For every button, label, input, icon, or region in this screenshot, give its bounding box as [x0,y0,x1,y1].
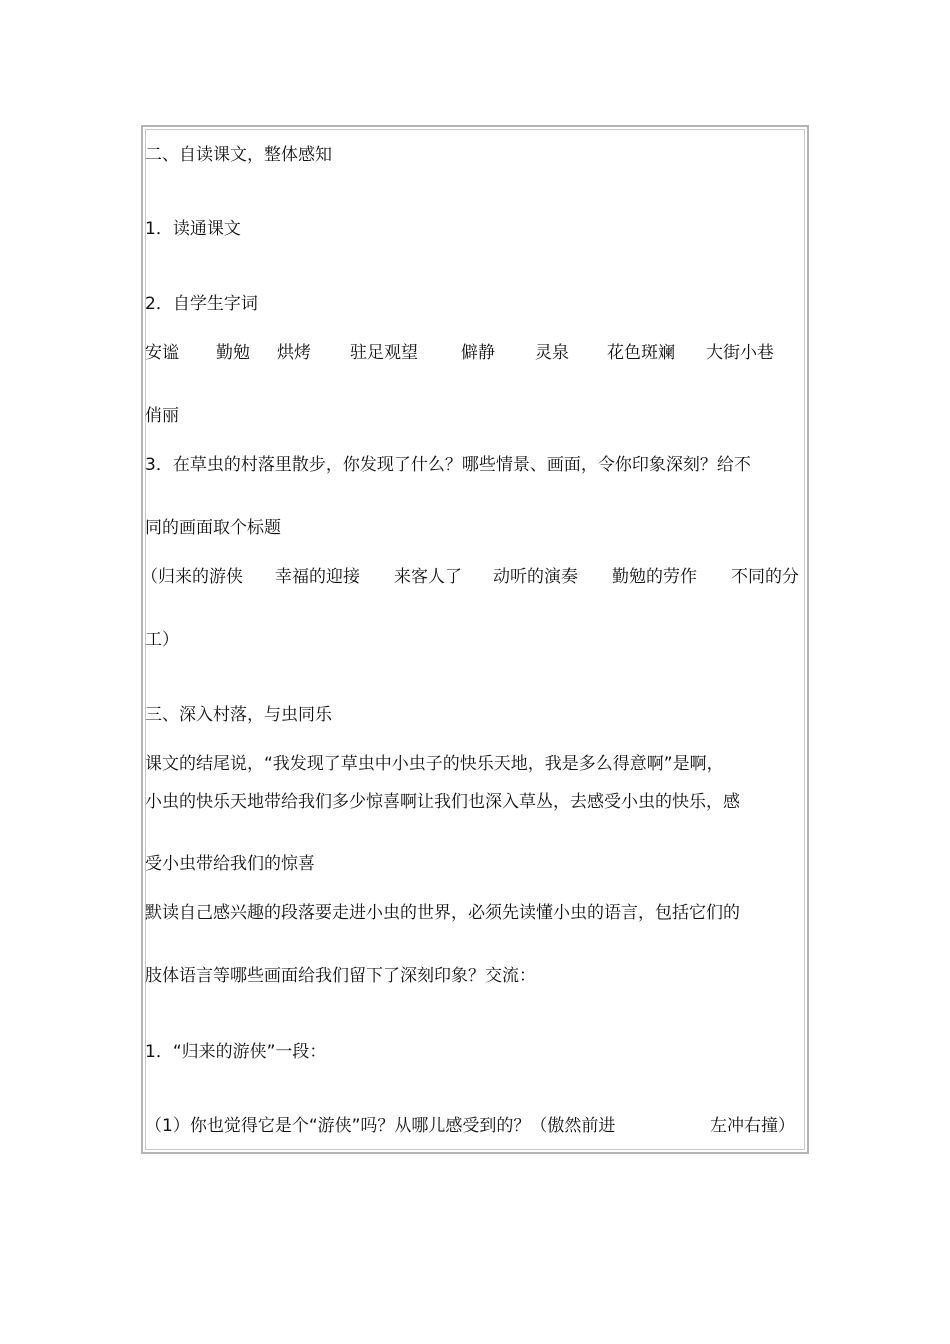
paragraph-line: 受小虫带给我们的惊喜 [145,854,315,874]
title-phrase: 幸福的迎接 [275,567,360,587]
paragraph-line: 肢体语言等哪些画面给我们留下了深刻印象？交流： [145,966,536,986]
vocab-word: 勤勉 [216,343,250,363]
section-heading-2: 二、自读课文，整体感知 [145,145,332,165]
vocabulary-row [145,341,809,365]
title-phrase: 动听的演奏 [493,567,578,587]
list-item-question-3-cont: 同的画面取个标题 [145,518,281,538]
vocab-word: 僻静 [461,343,495,363]
vocab-word: 灵泉 [535,343,569,363]
sub-question-answer: 左冲右撞） [710,1116,795,1136]
title-phrase: 不同的分 [731,567,799,587]
title-phrase: 来客人了 [394,567,462,587]
vocab-word: 烘烤 [277,343,311,363]
paragraph-line: 小虫的快乐天地带给我们多少惊喜啊让我们也深入草丛，去感受小虫的快乐，感 [145,792,740,812]
vocab-word: 俏丽 [145,406,179,426]
list-item-wanderer: 1．“归来的游侠”一段： [145,1042,327,1062]
section-heading-3: 三、深入村落，与虫同乐 [145,705,332,725]
title-phrase: （归来的游侠 [141,567,243,587]
titles-row [141,565,809,589]
titles-row-end: 工） [145,630,179,650]
paragraph-line: 默读自己感兴趣的段落要走进小虫的世界，必须先读懂小虫的语言，包括它们的 [145,903,740,923]
vocab-word: 驻足观望 [350,343,418,363]
sub-question-row [145,1114,809,1138]
list-item-new-words: 2．自学生字词 [145,294,258,314]
vocab-word: 花色斑斓 [607,343,675,363]
sub-question: （1）你也觉得它是个“游侠”吗？从哪儿感受到的？（傲然前进 [145,1116,616,1136]
title-phrase: 勤勉的劳作 [612,567,697,587]
document-frame [141,125,809,1154]
list-item-question-3: 3．在草虫的村落里散步，你发现了什么？哪些情景、画面，令你印象深刻？给不 [145,455,751,475]
vocab-word: 安谧 [145,343,179,363]
vocab-word: 大街小巷 [706,343,774,363]
paragraph-line: 课文的结尾说，“我发现了草虫中小虫子的快乐天地，我是多么得意啊”是啊， [145,754,724,774]
list-item-read-text: 1．读通课文 [145,219,241,239]
document-frame-inner [145,129,805,1150]
